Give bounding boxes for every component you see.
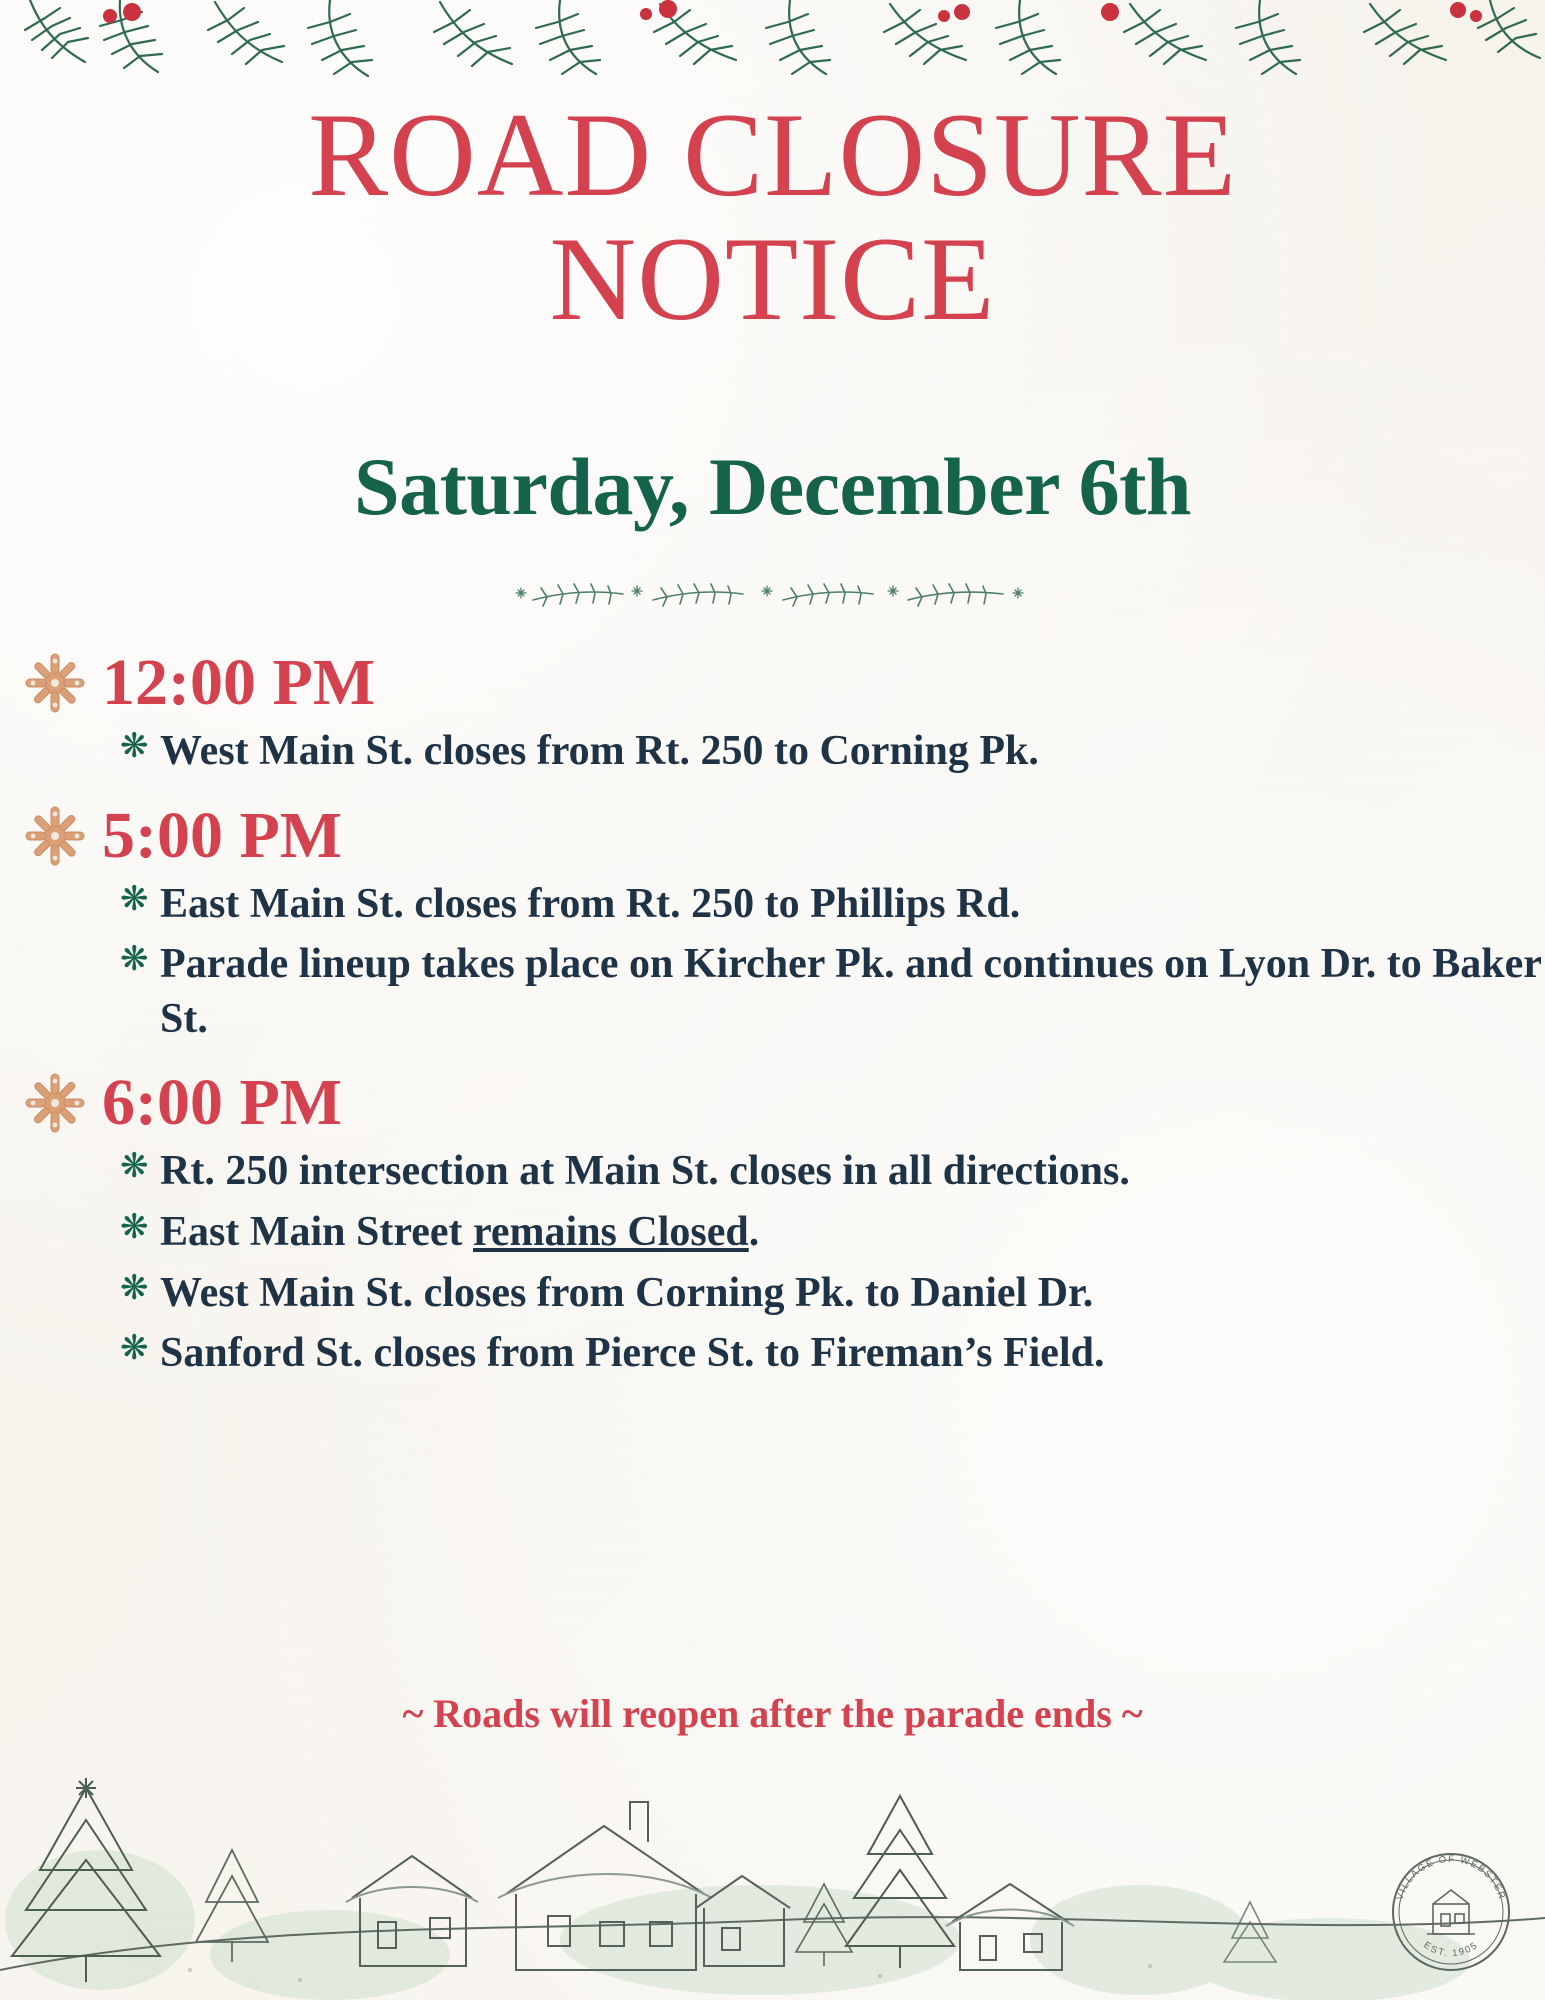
closure-detail-text: Sanford St. closes from Pierce St. to Fireman’s Field.	[160, 1330, 1105, 1377]
closure-detail-text	[160, 1205, 759, 1260]
closure-detail-emphasis: remains Closed	[473, 1208, 749, 1255]
closure-detail-text: Rt. 250 intersection at Main St. closes in all directions.	[160, 1148, 1130, 1195]
closure-detail-text: West Main St. closes from Rt. 250 to Corning Pk.	[160, 728, 1039, 774]
schedule-time-row	[0, 1066, 1545, 1140]
list-item	[120, 1144, 1545, 1199]
list-item	[120, 937, 1545, 1046]
schedule-items	[0, 877, 1545, 1047]
closure-detail-suffix: .	[748, 1208, 760, 1255]
schedule-time: 5:00 PM	[102, 798, 343, 872]
closure-detail-text: East Main St. closes from Rt. 250 to Phillips Rd.	[160, 880, 1021, 927]
svg-text:VILLAGE OF WEBSTER	[1395, 1854, 1508, 1902]
list-item	[120, 1205, 1545, 1260]
title-line-1: ROAD CLOSURE	[308, 88, 1237, 221]
gingerbread-cookie-icon	[24, 805, 86, 867]
list-item	[120, 1326, 1545, 1381]
footer-note: ~ Roads will reopen after the parade ends ~	[402, 1691, 1143, 1736]
closure-detail-text: Parade lineup takes place on Kircher Pk. and continues on Lyon Dr. to Baker St.	[160, 941, 1542, 1042]
village-scenery-illustration	[0, 1670, 1545, 2000]
gingerbread-cookie-icon	[24, 652, 86, 714]
snowflake-icon: ❋	[120, 941, 149, 979]
seal-top-text: VILLAGE OF WEBSTER	[1394, 1853, 1508, 1902]
snowflake-icon: ❋	[120, 880, 149, 918]
schedule-time-row	[0, 798, 1545, 872]
snowflake-icon: ❋	[120, 728, 149, 765]
snowflake-icon: ❋	[120, 1148, 149, 1186]
schedule-items	[0, 724, 1545, 779]
schedule-block	[0, 1066, 1545, 1380]
sprig-divider-ornament	[0, 578, 1545, 619]
seal-bottom-text: EST. 1905	[1421, 1939, 1481, 1960]
closure-detail-text: West Main St. closes from Corning Pk. to Daniel Dr.	[160, 1269, 1094, 1316]
list-item	[120, 877, 1545, 932]
snowflake-icon: ❋	[120, 1208, 149, 1246]
schedule-block	[0, 646, 1545, 779]
snowflake-icon: ❋	[120, 1269, 149, 1307]
gingerbread-cookie-icon	[24, 1072, 86, 1134]
svg-text:EST. 1905	[1421, 1940, 1480, 1959]
village-of-webster-seal	[1381, 1842, 1521, 1982]
schedule-time: 12:00 PM	[102, 646, 376, 719]
title-line-2: NOTICE	[549, 211, 996, 345]
closure-detail-prefix: East Main Street	[160, 1208, 474, 1255]
page-title	[0, 88, 1545, 345]
list-item	[120, 1266, 1545, 1321]
schedule-time: 6:00 PM	[102, 1066, 343, 1140]
snowflake-icon: ❋	[120, 1330, 149, 1368]
event-date-subtitle: Saturday, December 6th	[353, 441, 1192, 532]
closure-schedule-list	[0, 646, 1545, 1405]
list-item	[120, 724, 1545, 779]
schedule-block	[0, 798, 1545, 1047]
schedule-time-row	[0, 646, 1545, 719]
schedule-items	[0, 1144, 1545, 1380]
